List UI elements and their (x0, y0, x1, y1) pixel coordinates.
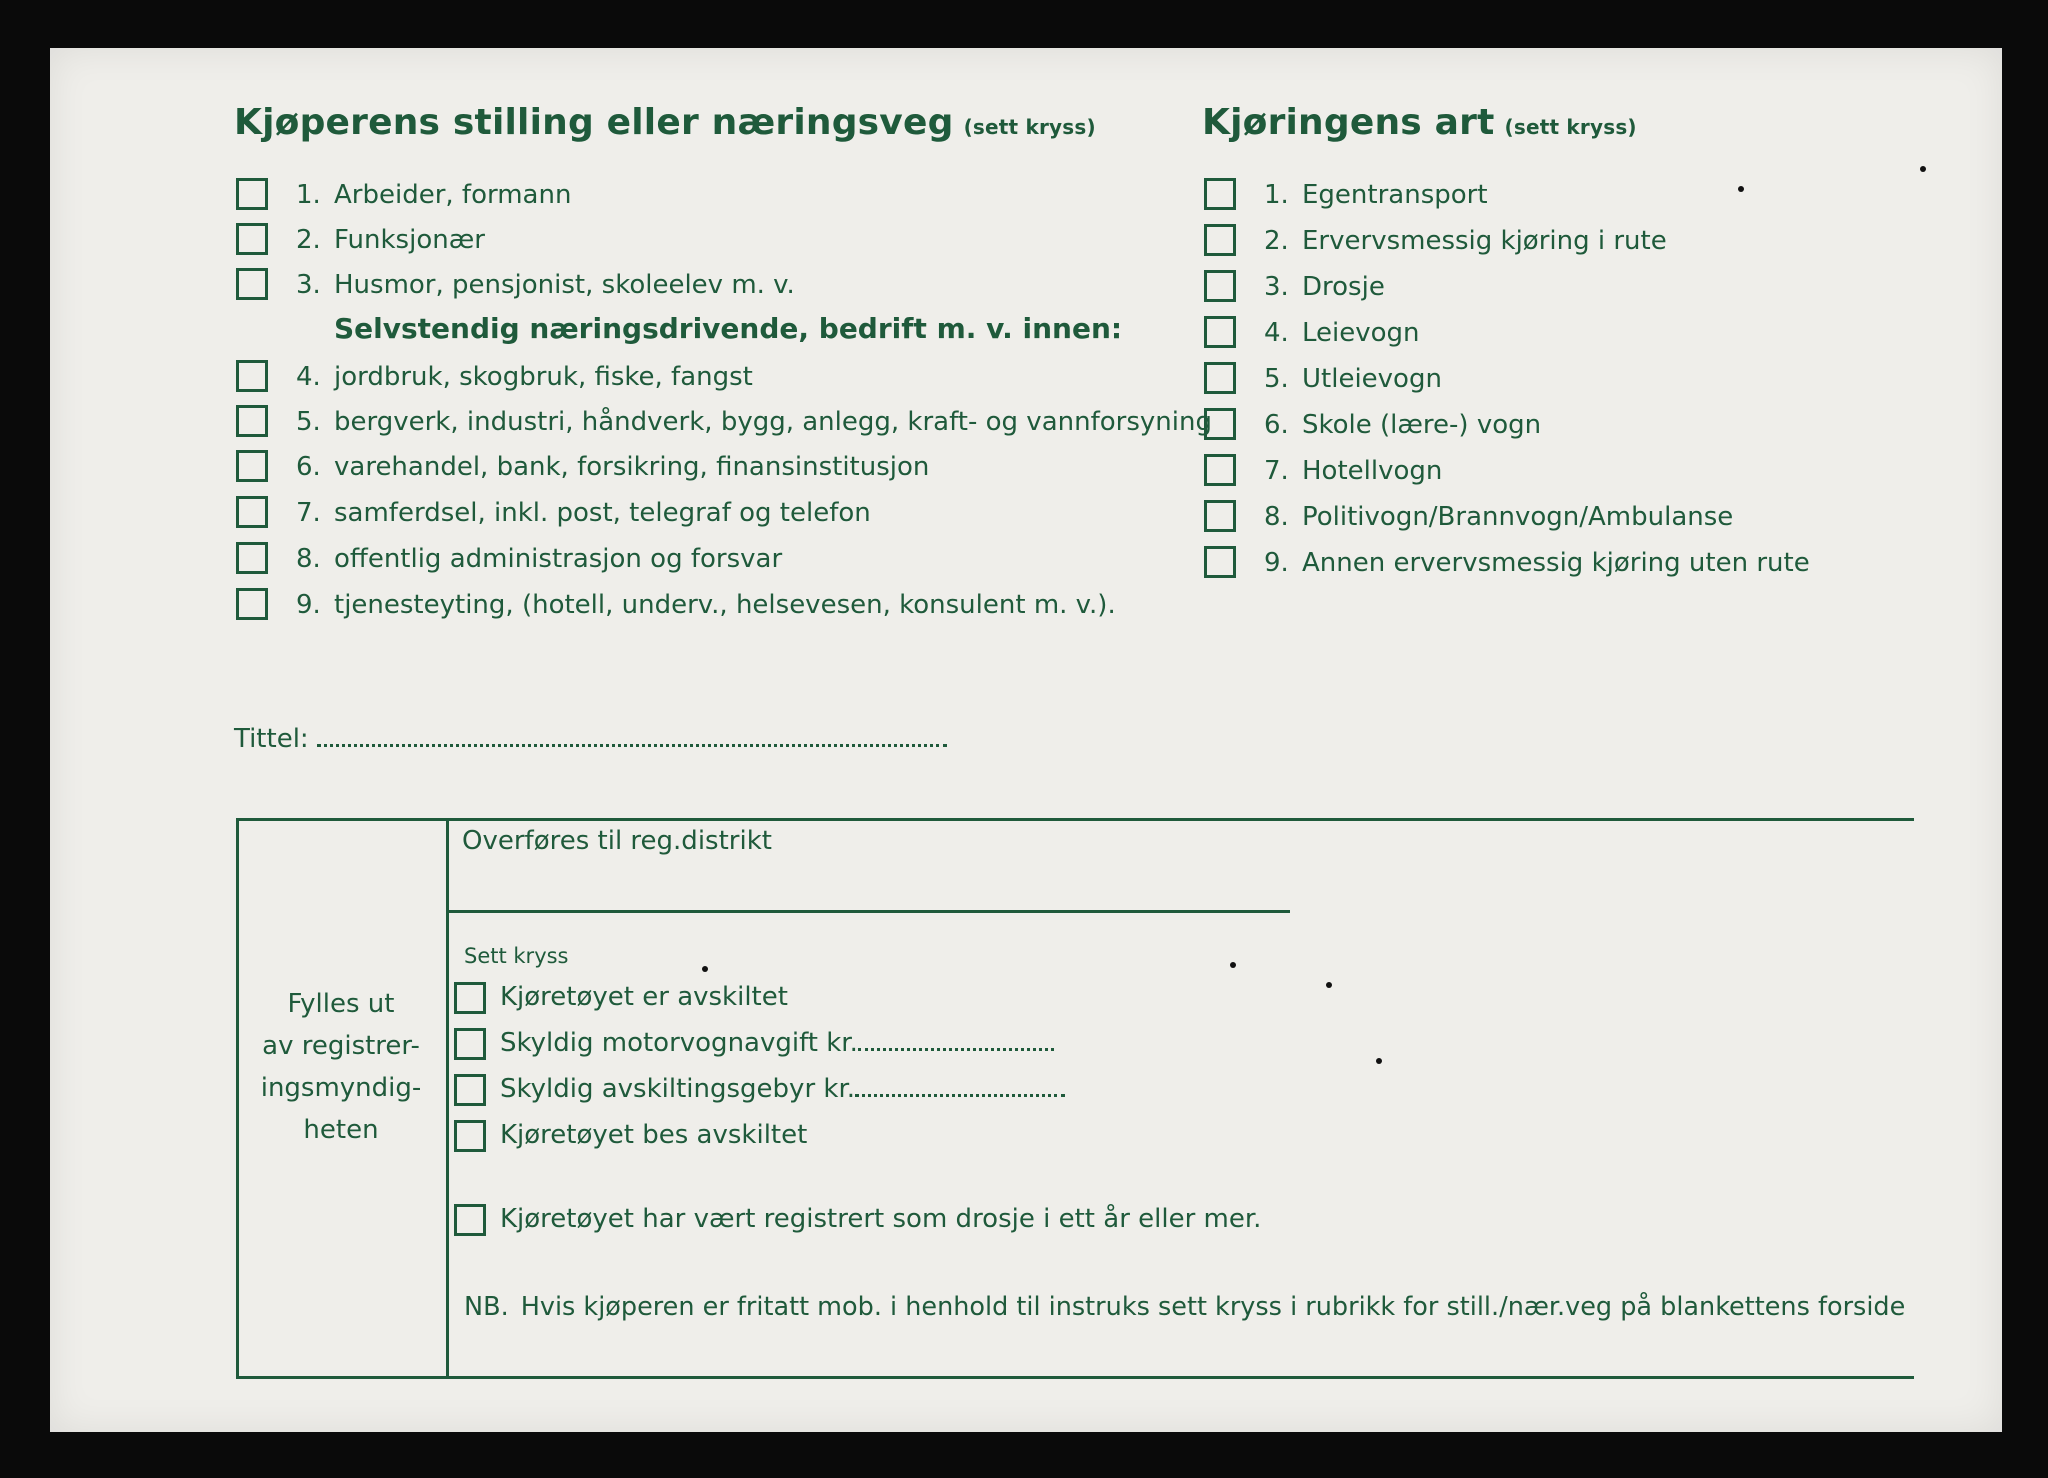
plate-fee-label: Skyldig avskiltingsgebyr kr. (500, 1074, 856, 1104)
driving-type-heading (1202, 102, 1637, 143)
checkbox[interactable] (236, 496, 268, 528)
registry-top-line (236, 818, 1914, 821)
transfer-district-label: Overføres til reg.distrikt (462, 826, 772, 856)
driving-type-heading-text: Kjøringens art (1202, 102, 1495, 143)
option-number: 8. (296, 544, 321, 574)
checkbox[interactable] (1204, 362, 1236, 394)
option-number: 7. (1264, 456, 1289, 486)
option-text: tjenesteyting, (hotell, underv., helsevesen, konsulent m. v.). (334, 590, 1116, 620)
option-text: Husmor, pensjonist, skoleelev m. v. (334, 270, 795, 300)
deregistered-checkbox[interactable] (454, 982, 486, 1014)
checkbox[interactable] (1204, 178, 1236, 210)
driving-type-heading-note: (sett kryss) (1504, 115, 1637, 139)
option-text: offentlig administrasjon og forsvar (334, 544, 783, 574)
form-sheet (50, 48, 2002, 1432)
option-label (1264, 270, 1385, 304)
buyer-occupation-heading-note: (sett kryss) (963, 115, 1096, 139)
option-label (296, 450, 929, 484)
registry-divider-line (446, 818, 449, 1379)
option-text: Leievogn (1302, 318, 1420, 348)
registry-left-line (236, 818, 239, 1379)
option-label (1264, 454, 1442, 488)
option-number: 6. (296, 452, 321, 482)
request-deregister-label: Kjøretøyet bes avskiltet (500, 1120, 808, 1150)
option-label (1264, 362, 1442, 396)
self-employed-subheading: Selvstendig næringsdrivende, bedrift m. v. innen: (334, 312, 1123, 345)
buyer-occupation-heading (234, 102, 1096, 143)
scan-speck (1326, 982, 1332, 988)
motor-tax-label: Skyldig motorvognavgift kr. (500, 1028, 858, 1058)
option-number: 7. (296, 498, 321, 528)
option-number: 3. (1264, 272, 1289, 302)
option-number: 8. (1264, 502, 1289, 532)
option-label (296, 360, 753, 394)
option-number: 9. (1264, 548, 1289, 578)
title-field[interactable] (234, 724, 947, 754)
option-label (1264, 546, 1810, 580)
motor-tax-dotted-line[interactable] (858, 1028, 1054, 1051)
option-text: Ervervsmessig kjøring i rute (1302, 226, 1667, 256)
checkbox[interactable] (236, 542, 268, 574)
option-number: 9. (296, 590, 321, 620)
checkbox[interactable] (1204, 546, 1236, 578)
checkbox[interactable] (236, 405, 268, 437)
registry-side-label (246, 983, 436, 1151)
option-text: jordbruk, skogbruk, fiske, fangst (334, 362, 753, 392)
nb-text: Hvis kjøperen er fritatt mob. i henhold til instruks sett kryss i rubrikk for still./nær.veg på blankettens forside (520, 1292, 1906, 1322)
scan-speck (702, 966, 708, 972)
option-label (296, 178, 571, 212)
option-number: 4. (1264, 318, 1289, 348)
checkbox[interactable] (1204, 408, 1236, 440)
option-label (296, 223, 485, 257)
checkbox[interactable] (236, 360, 268, 392)
option-number: 4. (296, 362, 321, 392)
option-label (296, 268, 795, 302)
option-number: 1. (296, 180, 321, 210)
option-label (296, 588, 1116, 622)
plate-fee-checkbox[interactable] (454, 1074, 486, 1106)
checkbox[interactable] (236, 178, 268, 210)
option-label (296, 405, 1212, 439)
request-deregister-checkbox[interactable] (454, 1120, 486, 1152)
option-text: Utleievogn (1302, 364, 1442, 394)
plate-fee-field[interactable] (500, 1074, 1065, 1104)
option-number: 2. (296, 225, 321, 255)
scan-speck (1920, 166, 1926, 172)
side-label-line: Fylles ut (287, 989, 395, 1019)
plate-fee-dotted-line[interactable] (855, 1074, 1065, 1097)
option-text: bergverk, industri, håndverk, bygg, anlegg, kraft- og vannforsyning (334, 407, 1212, 437)
side-label-line: av registrer- (262, 1031, 420, 1061)
option-number: 2. (1264, 226, 1289, 256)
option-label (296, 542, 782, 576)
option-label (1264, 408, 1541, 442)
deregistered-label: Kjøretøyet er avskiltet (500, 982, 788, 1012)
option-number: 1. (1264, 180, 1289, 210)
option-text: Skole (lære-) vogn (1302, 410, 1542, 440)
scan-speck (1230, 962, 1236, 968)
scan-speck (1376, 1058, 1382, 1064)
buyer-occupation-heading-text: Kjøperens stilling eller næringsveg (234, 102, 954, 143)
option-number: 3. (296, 270, 321, 300)
checkbox[interactable] (236, 588, 268, 620)
option-text: samferdsel, inkl. post, telegraf og telefon (334, 498, 871, 528)
sett-kryss-label: Sett kryss (464, 944, 569, 968)
side-label-line: ingsmyndig- (260, 1073, 422, 1103)
option-label (1264, 316, 1420, 350)
option-text: varehandel, bank, forsikring, finansinstitusjon (334, 452, 930, 482)
title-label: Tittel: (234, 724, 309, 754)
taxi-year-checkbox[interactable] (454, 1204, 486, 1236)
option-text: Funksjonær (334, 225, 485, 255)
registry-bottom-line (236, 1376, 1914, 1379)
motor-tax-field[interactable] (500, 1028, 1054, 1058)
title-dotted-line[interactable] (317, 724, 947, 747)
checkbox[interactable] (236, 268, 268, 300)
option-text: Egentransport (1302, 180, 1488, 210)
scan-speck (1738, 186, 1744, 192)
option-text: Arbeider, formann (334, 180, 572, 210)
checkbox[interactable] (236, 223, 268, 255)
checkbox[interactable] (1204, 316, 1236, 348)
transfer-underline (446, 910, 1290, 913)
checkbox[interactable] (1204, 500, 1236, 532)
checkbox[interactable] (1204, 270, 1236, 302)
option-number: 5. (1264, 364, 1289, 394)
side-label-line: heten (303, 1115, 379, 1145)
option-text: Politivogn/Brannvogn/Ambulanse (1302, 502, 1734, 532)
nb-note (464, 1292, 1905, 1322)
option-label (1264, 178, 1488, 212)
nb-prefix: NB. (464, 1292, 509, 1322)
option-label (1264, 500, 1733, 534)
option-text: Drosje (1302, 272, 1385, 302)
motor-tax-checkbox[interactable] (454, 1028, 486, 1060)
taxi-year-label: Kjøretøyet har vært registrert som drosje i ett år eller mer. (500, 1204, 1262, 1234)
option-label (1264, 224, 1667, 258)
checkbox[interactable] (1204, 454, 1236, 486)
checkbox[interactable] (1204, 224, 1236, 256)
option-number: 5. (296, 407, 321, 437)
checkbox[interactable] (236, 450, 268, 482)
option-text: Hotellvogn (1302, 456, 1443, 486)
option-number: 6. (1264, 410, 1289, 440)
option-text: Annen ervervsmessig kjøring uten rute (1302, 548, 1810, 578)
option-label (296, 496, 871, 530)
